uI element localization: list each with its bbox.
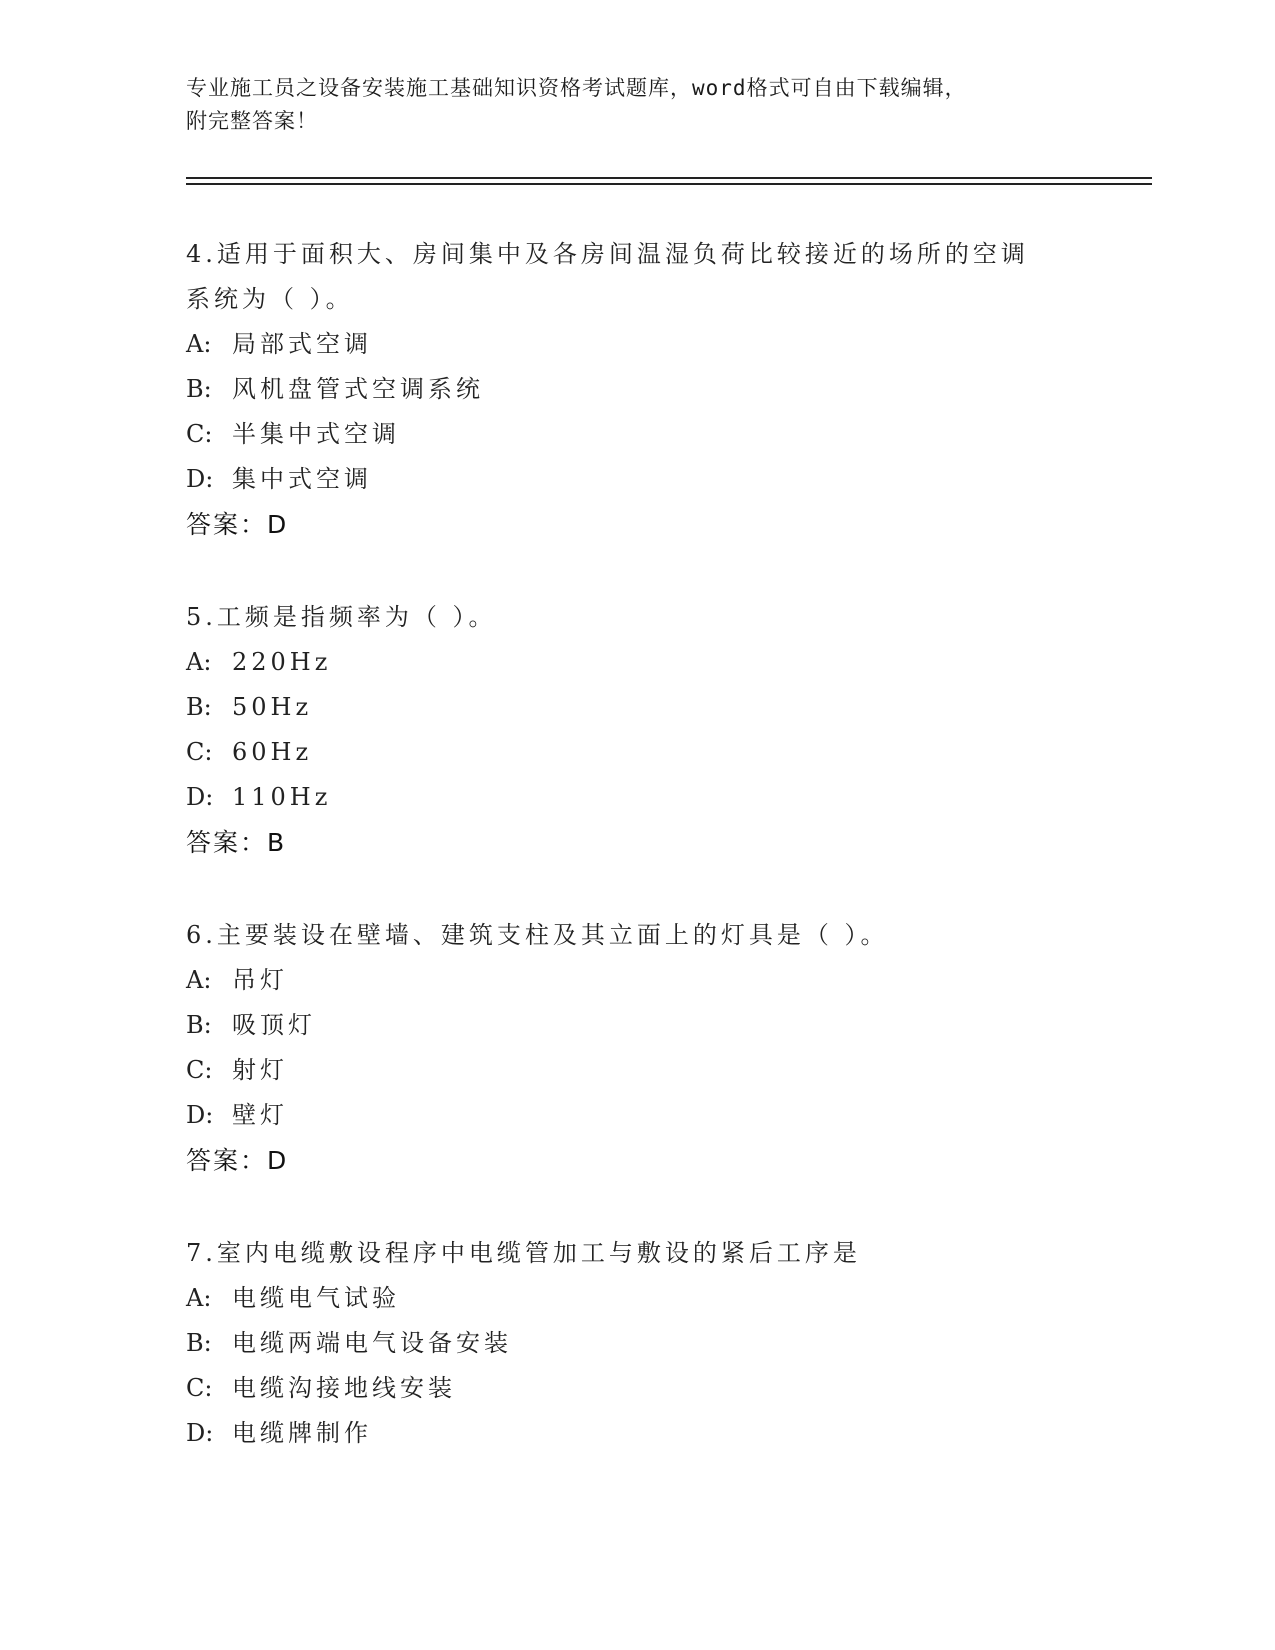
option-text: 电缆两端电气设备安装 [232,1329,512,1357]
document-header [186,72,1086,138]
option-text: 60Hz [232,738,313,766]
option-d [186,1411,1086,1456]
option-c [186,1366,1086,1411]
option-b [186,685,1086,730]
option-letter: D: [186,1419,214,1447]
option-a [186,640,1086,685]
option-text: 壁灯 [232,1101,288,1129]
option-letter: D: [186,465,214,493]
option-letter: C: [186,1056,213,1084]
option-text: 电缆电气试验 [232,1284,400,1312]
option-text: 电缆牌制作 [232,1419,372,1447]
option-text: 110Hz [232,783,332,811]
header-line-2: 附完整答案！ [186,109,318,133]
header-divider-bottom [186,183,1152,185]
option-a [186,1276,1086,1321]
option-d [186,1093,1086,1138]
answer-line: 答案：D [186,510,289,539]
option-letter: A: [186,330,212,358]
option-d [186,457,1086,502]
option-text: 吊灯 [232,966,288,994]
option-text: 局部式空调 [232,330,372,358]
question-6 [186,913,1086,1183]
option-b [186,1321,1086,1366]
option-letter: B: [186,375,212,403]
question-stem-line-1: 4.适用于面积大、房间集中及各房间温湿负荷比较接近的场所的空调 [186,240,1029,268]
option-text: 集中式空调 [232,465,372,493]
question-stem-line-1: 7.室内电缆敷设程序中电缆管加工与敷设的紧后工序是 [186,1239,861,1267]
question-4 [186,232,1086,547]
question-5 [186,595,1086,865]
option-c [186,412,1086,457]
option-letter: B: [186,1011,212,1039]
option-text: 半集中式空调 [232,420,400,448]
option-letter: D: [186,783,214,811]
option-letter: C: [186,1374,213,1402]
option-text: 风机盘管式空调系统 [232,375,484,403]
option-c [186,1048,1086,1093]
question-stem-line-1: 6.主要装设在壁墙、建筑支柱及其立面上的灯具是（ ）。 [186,921,889,949]
option-text: 220Hz [232,648,332,676]
answer-line: 答案：D [186,1146,289,1175]
option-letter: A: [186,966,212,994]
answer-line: 答案：B [186,828,287,857]
option-letter: B: [186,693,212,721]
option-letter: A: [186,1284,212,1312]
question-7 [186,1231,1086,1456]
option-b [186,1003,1086,1048]
option-text: 电缆沟接地线安装 [232,1374,456,1402]
option-text: 吸顶灯 [232,1011,316,1039]
question-stem-line-1: 5.工频是指频率为（ ）。 [186,603,497,631]
option-letter: C: [186,420,213,448]
header-line-1: 专业施工员之设备安装施工基础知识资格考试题库，word格式可自由下载编辑， [186,76,967,100]
option-text: 50Hz [232,693,313,721]
option-letter: A: [186,648,212,676]
option-d [186,775,1086,820]
option-b [186,367,1086,412]
header-divider-top [186,177,1152,179]
option-letter: B: [186,1329,212,1357]
option-a [186,958,1086,1003]
option-letter: D: [186,1101,214,1129]
option-c [186,730,1086,775]
option-letter: C: [186,738,213,766]
option-a [186,322,1086,367]
option-text: 射灯 [232,1056,288,1084]
question-stem-line-2: 系统为（ ）。 [186,285,354,313]
